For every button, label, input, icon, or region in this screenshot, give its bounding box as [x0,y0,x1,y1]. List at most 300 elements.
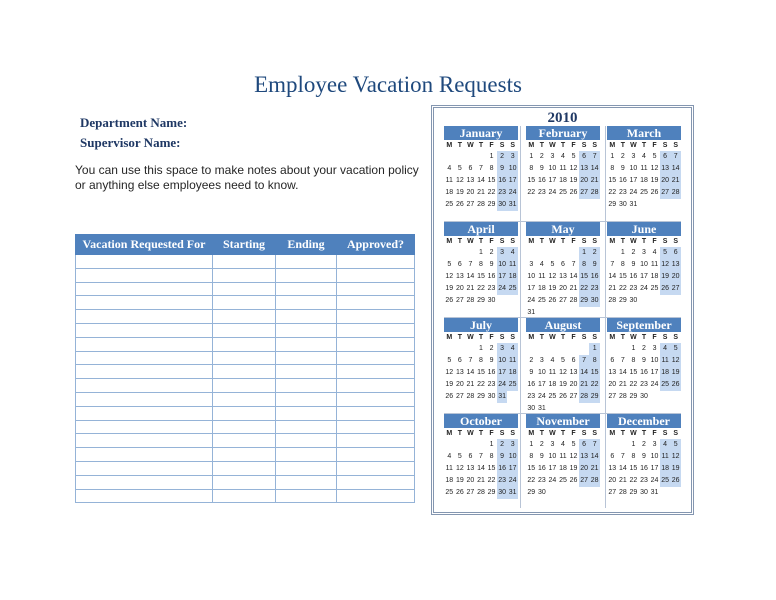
calendar-day: 29 [477,393,485,400]
weekday-label: F [652,334,657,341]
calendar-day: 29 [618,297,627,304]
calendar-day: 5 [447,357,452,364]
calendar-day: 27 [579,187,590,199]
calendar-day: 8 [479,357,483,364]
calendar-day: 14 [589,451,600,463]
calendar-day: 8 [529,453,534,460]
calendar-day: 26 [445,297,454,304]
calendar-day: 14 [589,163,600,175]
calendar-day: 17 [537,381,546,388]
weekday-label: T [457,142,462,149]
weekday-label: S [673,334,678,341]
weekday-label: T [539,142,544,149]
calendar-day: 16 [497,175,508,187]
calendar-day: 3 [497,247,508,259]
starting-cell[interactable] [213,310,276,324]
starting-cell[interactable] [213,296,276,310]
month-june [607,222,681,307]
approved-cell[interactable] [337,448,415,462]
calendar-day: 31 [629,201,638,208]
approved-cell[interactable] [337,351,415,365]
month-november [526,414,600,499]
calendar-day: 15 [608,177,617,184]
weekday-header-row [607,428,681,439]
calendar-day: 16 [537,465,546,472]
calendar-day: 31 [507,199,518,211]
calendar-day: 27 [670,283,681,295]
calendar-day: 5 [652,153,657,160]
calendar-day: 21 [477,477,485,484]
calendar-day: 17 [650,465,659,472]
week-row [444,475,518,487]
month-july [444,318,518,403]
calendar-day-empty [670,199,681,211]
calendar-day-empty [579,343,590,355]
starting-cell[interactable] [213,392,276,406]
vacation-for-cell[interactable] [76,310,213,324]
starting-cell[interactable] [213,406,276,420]
weekday-label: M [446,142,453,149]
week-row [607,247,681,259]
ending-cell[interactable] [276,461,337,475]
calendar-day: 6 [670,247,681,259]
calendar-day: 15 [527,465,536,472]
calendar-day-empty [639,199,650,211]
starting-cell[interactable] [213,337,276,351]
weekday-label: M [528,238,535,245]
calendar-day: 22 [477,285,485,292]
weekday-label: T [457,238,462,245]
starting-cell[interactable] [213,461,276,475]
calendar-day: 3 [539,357,544,364]
week-row [607,163,681,175]
approved-cell[interactable] [337,489,415,503]
calendar-day: 14 [477,465,485,472]
calendar-day: 26 [670,379,681,391]
vacation-for-cell[interactable] [76,489,213,503]
ending-cell[interactable] [276,310,337,324]
table-row [76,420,415,434]
calendar-day: 2 [497,151,508,163]
vacation-for-cell[interactable] [76,268,213,282]
calendar-day: 24 [640,285,648,292]
starting-cell[interactable] [213,420,276,434]
weekday-label: F [652,142,657,149]
calendar-day: 22 [527,477,536,484]
calendar-day: 9 [642,453,646,460]
calendar-day: 28 [618,489,627,496]
calendar-day: 16 [497,463,508,475]
calendar-day: 22 [629,477,638,484]
calendar-day: 20 [579,175,590,187]
calendar-day: 5 [550,261,555,268]
week-row [444,391,518,403]
weekday-label: S [673,238,678,245]
starting-cell[interactable] [213,475,276,489]
weekday-label: T [478,142,484,149]
month-february [526,126,600,199]
calendar-day: 27 [608,489,617,496]
calendar-day: 6 [468,453,473,460]
calendar-day: 7 [670,151,681,163]
calendar-day: 15 [477,273,485,280]
calendar-day: 12 [559,369,567,376]
calendar-day: 20 [466,477,475,484]
approved-cell[interactable] [337,337,415,351]
vacation-for-cell[interactable] [76,406,213,420]
month-august [526,318,600,415]
calendar-day: 10 [640,261,648,268]
calendar-day: 15 [589,367,600,379]
calendar-day: 18 [548,381,557,388]
table-row [76,392,415,406]
calendar-day: 26 [455,201,464,208]
vacation-for-cell[interactable] [76,475,213,489]
calendar-day: 12 [569,165,578,172]
starting-cell[interactable] [213,323,276,337]
starting-cell[interactable] [213,448,276,462]
month-october [444,414,518,499]
week-row [526,187,600,199]
vacation-for-cell[interactable] [76,337,213,351]
calendar-day-empty [649,199,660,211]
calendar-day: 17 [497,367,508,379]
approved-cell[interactable] [337,296,415,310]
vacation-for-cell[interactable] [76,420,213,434]
approved-cell[interactable] [337,406,415,420]
vacation-for-cell[interactable] [76,323,213,337]
ending-cell[interactable] [276,296,337,310]
weekday-label: S [581,334,587,341]
vacation-requests-table [75,234,415,503]
week-row [444,187,518,199]
vacation-for-cell[interactable] [76,379,213,393]
vacation-for-cell[interactable] [76,282,213,296]
calendar-day: 16 [618,177,627,184]
calendar-day: 30 [537,489,546,496]
calendar-day: 12 [455,177,464,184]
week-row [526,439,600,451]
calendar-day: 23 [629,285,638,292]
week-row [526,391,600,403]
approved-cell[interactable] [337,365,415,379]
calendar-day-empty [568,487,579,499]
calendar-day: 22 [618,285,627,292]
approved-cell[interactable] [337,392,415,406]
table-row [76,365,415,379]
starting-cell[interactable] [213,365,276,379]
calendar-day: 21 [608,285,617,292]
vacation-for-cell[interactable] [76,448,213,462]
calendar-day: 23 [497,475,508,487]
starting-cell[interactable] [213,489,276,503]
weekday-label: S [662,334,668,341]
calendar-day: 10 [527,273,536,280]
weekday-label: F [571,334,576,341]
week-row [607,343,681,355]
calendar-day-empty [444,439,455,451]
calendar-day: 16 [640,465,648,472]
approved-cell[interactable] [337,420,415,434]
calendar-day: 11 [640,165,648,172]
calendar-day: 28 [579,391,590,403]
calendar-day: 20 [569,381,578,388]
calendar-day: 17 [548,465,557,472]
weekday-label: S [581,238,587,245]
calendar-day: 10 [650,453,659,460]
calendar-day-empty [660,295,671,307]
table-row [76,310,415,324]
calendar-day: 22 [608,189,617,196]
weekday-label: F [489,430,494,437]
calendar-2010 [431,105,694,515]
weekday-label: W [467,142,474,149]
starting-cell[interactable] [213,434,276,448]
week-row [444,463,518,475]
vacation-for-cell[interactable] [76,255,213,269]
calendar-day: 14 [477,177,485,184]
calendar-day: 25 [445,201,454,208]
calendar-day: 29 [487,489,496,496]
calendar-day-empty [649,391,660,403]
calendar-day-empty [476,439,487,451]
table-header-row [76,235,415,255]
calendar-day: 30 [497,487,508,499]
table-row [76,255,415,269]
calendar-day: 22 [527,189,536,196]
weekday-label: F [571,430,576,437]
calendar-day: 6 [561,261,565,268]
weekday-label: T [560,142,566,149]
vacation-for-cell[interactable] [76,392,213,406]
vacation-for-cell[interactable] [76,461,213,475]
weekday-label: T [539,334,544,341]
approved-cell[interactable] [337,379,415,393]
calendar-day: 29 [608,201,617,208]
week-row [526,379,600,391]
table-row [76,379,415,393]
calendar-day: 28 [589,475,600,487]
calendar-day: 25 [559,477,567,484]
week-row [526,487,600,499]
weekday-label: F [652,430,657,437]
calendar-day: 11 [660,355,671,367]
calendar-day: 12 [660,259,671,271]
calendar-day: 6 [660,151,671,163]
calendar-day: 19 [650,177,659,184]
week-row [607,379,681,391]
calendar-day: 23 [497,187,508,199]
calendar-day: 30 [527,405,536,412]
calendar-day-empty [444,151,455,163]
calendar-day: 9 [620,165,625,172]
calendar-day: 12 [445,273,454,280]
weekday-label: M [446,430,453,437]
calendar-day-empty [607,439,618,451]
approved-cell[interactable] [337,282,415,296]
calendar-day: 2 [642,345,646,352]
ending-cell[interactable] [276,475,337,489]
calendar-day: 17 [527,285,536,292]
starting-cell[interactable] [213,255,276,269]
weekday-label: S [592,238,597,245]
calendar-day: 31 [527,309,536,316]
calendar-day: 2 [631,249,636,256]
weekday-header-row [444,236,518,247]
calendar-day: 5 [660,247,671,259]
calendar-day: 27 [660,187,671,199]
approved-cell[interactable] [337,268,415,282]
starting-cell[interactable] [213,268,276,282]
calendar-day: 1 [631,441,636,448]
calendar-year: 2010 [547,110,578,126]
calendar-day: 4 [561,153,565,160]
calendar-day: 25 [640,189,648,196]
ending-cell[interactable] [276,420,337,434]
calendar-day: 30 [497,199,508,211]
week-row [526,295,600,307]
calendar-day: 6 [468,165,473,172]
calendar-day: 29 [579,295,590,307]
table-row [76,296,415,310]
approved-cell[interactable] [337,255,415,269]
weekday-label: T [478,334,484,341]
calendar-day: 19 [455,477,464,484]
vacation-for-cell[interactable] [76,296,213,310]
week-row [607,451,681,463]
ending-cell[interactable] [276,255,337,269]
calendar-day: 21 [477,189,485,196]
calendar-day: 23 [537,189,546,196]
approved-cell[interactable] [337,434,415,448]
calendar-day: 10 [497,259,508,271]
calendar-day: 14 [670,163,681,175]
week-row [444,163,518,175]
weekday-label: W [630,334,637,341]
calendar-day: 3 [652,345,657,352]
weekday-label: M [528,142,535,149]
calendar-day: 7 [468,261,473,268]
calendar-day: 4 [660,439,671,451]
ending-cell[interactable] [276,489,337,503]
ending-cell[interactable] [276,406,337,420]
weekday-label: W [467,430,474,437]
calendar-day: 13 [466,465,475,472]
week-row [607,175,681,187]
weekday-label: W [467,238,474,245]
week-row [607,355,681,367]
table-row [76,351,415,365]
month-name: June [607,222,681,236]
calendar-day: 3 [507,439,518,451]
vacation-for-cell[interactable] [76,434,213,448]
vacation-for-cell[interactable] [76,365,213,379]
week-row [607,283,681,295]
calendar-day: 17 [650,369,659,376]
vacation-for-cell[interactable] [76,351,213,365]
calendar-day-empty [589,487,600,499]
ending-cell[interactable] [276,379,337,393]
calendar-day: 22 [629,381,638,388]
calendar-day: 1 [579,247,590,259]
starting-cell[interactable] [213,351,276,365]
week-row [444,199,518,211]
approved-cell[interactable] [337,310,415,324]
calendar-day: 5 [457,453,462,460]
calendar-day: 29 [629,393,638,400]
ending-cell[interactable] [276,448,337,462]
calendar-day: 24 [650,477,659,484]
weekday-label: F [489,238,494,245]
calendar-day: 16 [640,369,648,376]
ending-cell[interactable] [276,323,337,337]
starting-cell[interactable] [213,379,276,393]
table-row [76,282,415,296]
calendar-day: 13 [579,451,590,463]
calendar-day: 14 [466,273,475,280]
page-title: Employee Vacation Requests [254,72,522,97]
calendar-day: 29 [589,391,600,403]
weekday-label: T [641,238,647,245]
weekday-label: S [499,142,505,149]
approved-cell[interactable] [337,323,415,337]
ending-cell[interactable] [276,434,337,448]
calendar-day: 11 [445,177,453,184]
weekday-label: F [489,334,494,341]
calendar-day: 4 [507,247,518,259]
calendar-day: 7 [610,261,615,268]
calendar-day: 12 [569,453,578,460]
starting-cell[interactable] [213,282,276,296]
calendar-day-empty [568,247,579,259]
weekday-label: M [609,430,616,437]
weekday-label: T [560,430,566,437]
calendar-day: 24 [497,283,508,295]
calendar-day: 15 [579,271,590,283]
calendar-day: 18 [559,465,567,472]
ending-cell[interactable] [276,337,337,351]
ending-cell[interactable] [276,351,337,365]
calendar-day: 31 [650,489,659,496]
ending-cell[interactable] [276,365,337,379]
calendar-day: 23 [640,381,648,388]
calendar-day: 9 [489,357,494,364]
calendar-day: 25 [660,379,671,391]
approved-cell[interactable] [337,475,415,489]
ending-cell[interactable] [276,392,337,406]
calendar-day: 18 [507,271,518,283]
calendar-day: 22 [477,381,485,388]
calendar-day: 14 [569,273,578,280]
calendar-day: 30 [487,297,496,304]
calendar-day: 7 [579,355,590,367]
weekday-label: W [549,142,556,149]
calendar-day: 27 [608,393,617,400]
weekday-header-row [607,332,681,343]
approved-cell[interactable] [337,461,415,475]
calendar-day: 20 [455,381,464,388]
ending-cell[interactable] [276,282,337,296]
calendar-day: 24 [537,393,546,400]
calendar-day: 19 [569,177,578,184]
table-row [76,337,415,351]
ending-cell[interactable] [276,268,337,282]
calendar-day: 9 [497,451,508,463]
weekday-label: W [630,430,637,437]
week-row [444,355,518,367]
calendar-day-empty [465,151,476,163]
week-row [526,163,600,175]
